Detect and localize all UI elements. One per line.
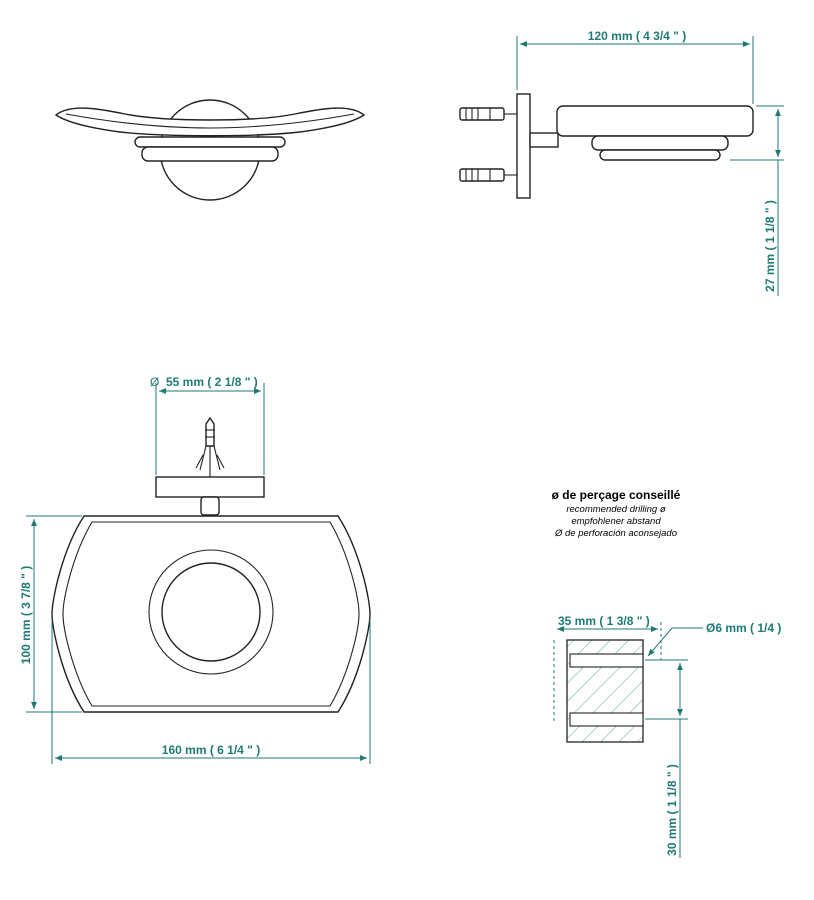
front-view [56,100,364,200]
drilling-note-line-3: Ø de perforación aconsejado [555,528,677,539]
top-wall-plate [156,477,264,497]
wall-anchor-top [460,108,517,120]
wall-anchor-bottom [460,169,517,181]
side-arm [530,133,558,147]
tray-support-upper [135,137,285,147]
drilling-note-title: ø de perçage conseillé [551,488,681,502]
plate-diameter-dimension-label: 55 mm ( 2 1/8 " ) [166,375,258,389]
dish-width-dimension-label: 160 mm ( 6 1/4 " ) [161,743,261,757]
tray-support-lower [142,147,278,161]
drill-hole-top [570,654,643,667]
plate-diameter-symbol: Ø [150,375,160,389]
top-arm [201,497,219,515]
drilling-note-line-2: empfohlener abstand [571,516,661,527]
drilling-note-line-1: recommended drilling ø [566,504,666,515]
top-view [19,375,370,764]
side-tray-base [592,136,728,150]
height-offset-dimension-label: 27 mm ( 1 1/8 " ) [763,200,777,292]
depth-dimension-label: 120 mm ( 4 3/4 " ) [587,29,687,43]
vertical-spacing-dimension-label: 30 mm ( 1 1/8 " ) [665,764,679,856]
drilling-section [554,614,781,858]
drilling-note [552,488,681,539]
side-view [460,29,784,296]
hole-diameter-label: Ø6 mm ( 1/4 ) [706,621,782,635]
dish-height-dimension-label: 100 mm ( 3 7/8 " ) [19,565,33,665]
drill-hole-bottom [570,713,643,726]
top-rosette-inner [162,563,260,661]
wall-plate [517,94,530,198]
hole-spacing-dimension-label: 35 mm ( 1 3/8 " ) [558,614,650,628]
hole-diameter-leader [648,628,672,656]
side-tray-foot [600,150,720,160]
top-wall-anchor [196,418,224,478]
side-tray [557,106,753,136]
